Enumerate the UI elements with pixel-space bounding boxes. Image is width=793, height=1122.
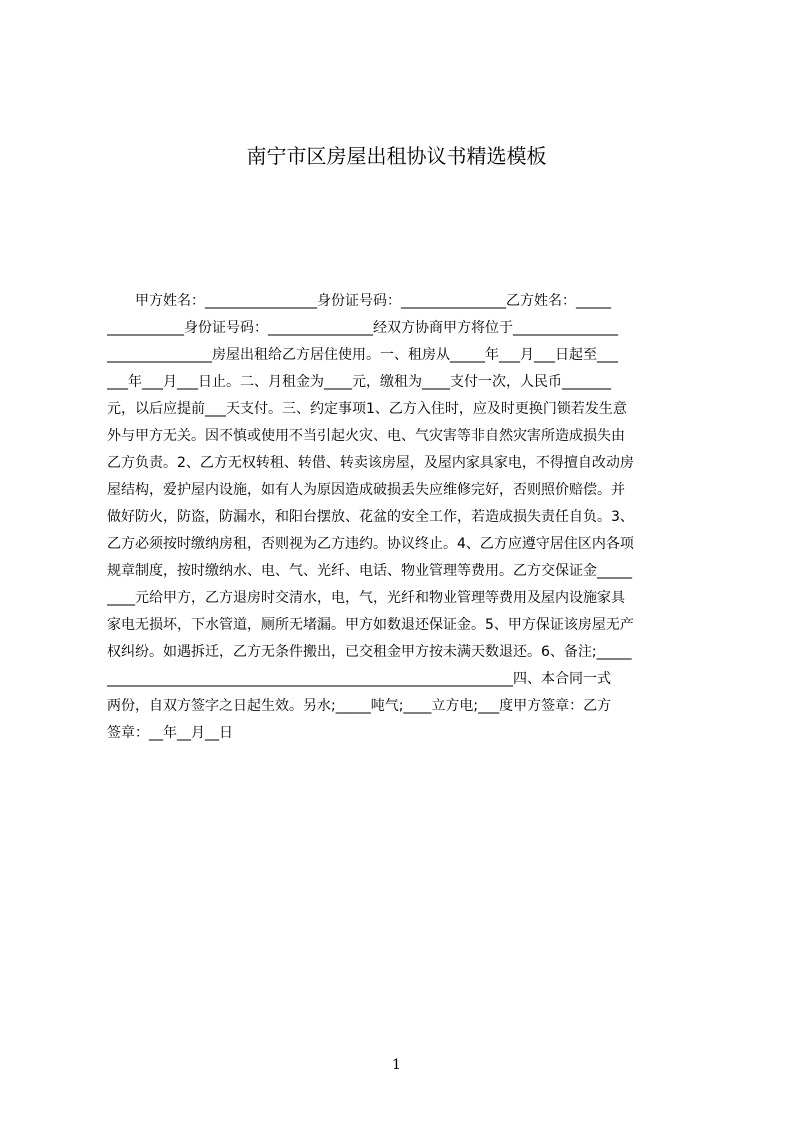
agreement-line-8: 屋结构，爱护屋内设施，如有人为原因造成破损丢失应维修完好，否则照价赔偿。并 xyxy=(107,482,625,498)
agreement-line-13: 家电无损坏，下水管道，厕所无堵漏。甲方如数退还保证金。5、甲方保证该房屋无产 xyxy=(107,617,634,633)
agreement-line-1: 甲方姓名：________________身份证号码：_______________乙方姓名：_____ xyxy=(107,293,611,309)
agreement-line-10: 乙方必须按时缴纳房租，否则视为乙方违约。协议终止。4、乙方应遵守居住区内各项 xyxy=(107,536,634,552)
agreement-body xyxy=(107,290,701,749)
agreement-line-12: ____元给甲方，乙方退房时交清水，电，气，光纤和物业管理等费用及屋内设施家具 xyxy=(107,590,625,606)
agreement-line-2: ___________身份证号码：_______________经双方协商甲方将位于_______________ xyxy=(107,320,618,336)
agreement-line-16: 两份，自双方签字之日起生效。另水;_____吨气;____立方电;___度甲方签章：乙方 xyxy=(107,698,612,714)
page-title: 南宁市区房屋出租协议书精选模板 xyxy=(246,144,547,168)
agreement-line-5: 元，以后应提前___天支付。三、约定事项1、乙方入住时，应及时更换门锁若发生意 xyxy=(107,401,627,417)
agreement-line-15: __________________________________________________________四、本合同一式 xyxy=(107,671,611,687)
agreement-line-17: 签章：__年__月__日 xyxy=(107,725,233,741)
agreement-line-9: 做好防火，防盗，防漏水，和阳台摆放、花盆的安全工作，若造成损失责任自负。3、 xyxy=(107,509,634,525)
agreement-line-6: 外与甲方无关。因不慎或使用不当引起火灾、电、气灾害等非自然灾害所造成损失由 xyxy=(107,428,625,444)
agreement-line-3: _______________房屋出租给乙方居住使用。一、租房从_____年___月___日起至___ xyxy=(107,347,618,363)
agreement-line-7: 乙方负责。2、乙方无权转租、转借、转卖该房屋，及屋内家具家电，不得擅自改动房 xyxy=(107,455,634,471)
page-number: 1 xyxy=(392,1057,401,1073)
agreement-line-11: 规章制度，按时缴纳水、电、气、光纤、电话、物业管理等费用。乙方交保证金_____ xyxy=(107,563,632,579)
agreement-line-4: ___年___月___日止。二、月租金为____元，缴租为____支付一次，人民币_______ xyxy=(107,374,611,390)
agreement-line-14: 权纠纷。如遇拆迁，乙方无条件搬出，已交租金甲方按未满天数退还。6、备注;_____ xyxy=(107,644,632,660)
